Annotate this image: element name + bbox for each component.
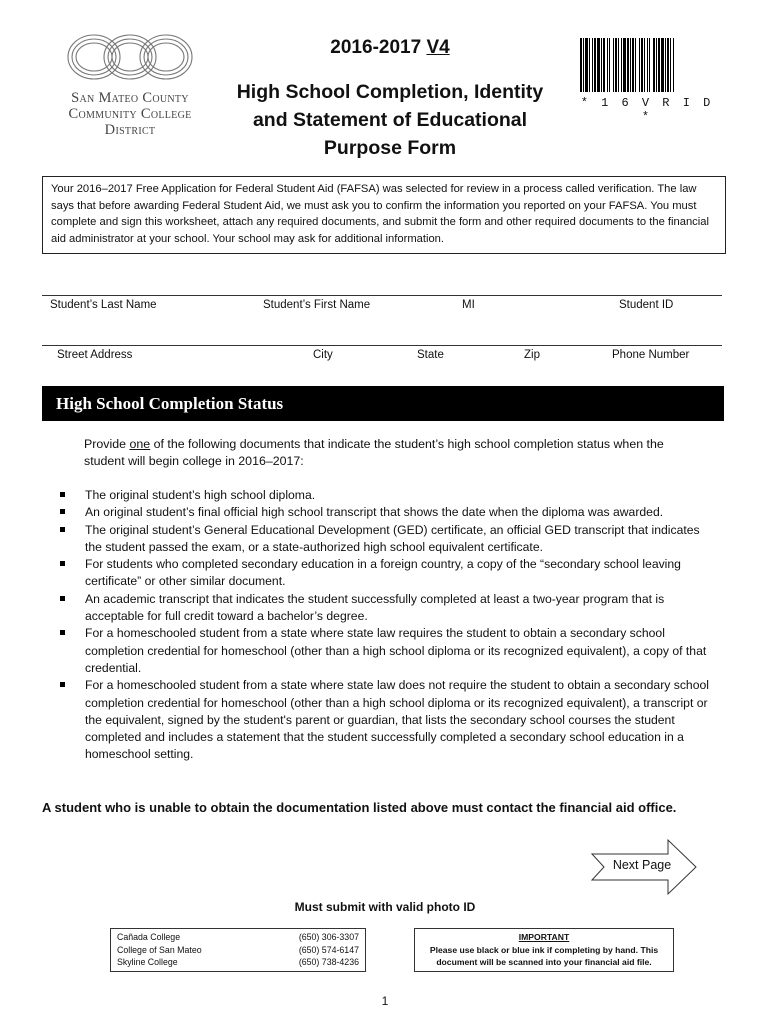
instructions-paragraph — [84, 436, 704, 470]
contact-row — [117, 956, 359, 969]
list-item-text: An original student’s final official high school transcript that shows the date when the diploma was awarded. — [85, 505, 664, 520]
barcode-bar — [597, 38, 600, 92]
first-name-label: Student’s First Name — [263, 299, 371, 311]
barcode-bar — [635, 38, 636, 92]
college-name: Cañada College — [117, 932, 181, 942]
title-year-line — [230, 36, 550, 60]
list-item-text: For a homeschooled student from a state where state law does not require the student to obtain a secondary school completion credential for homeschool (other than a high school diploma or its recognized equivalent), a transcript or the equivalent, signed by the student's parent or guardian, that lists the secondary school courses the student completed and includes a statement that the student successfully completed a secondary school education in a homeschool setting. — [85, 678, 709, 762]
city-label: City — [313, 349, 333, 361]
barcode-bar — [658, 38, 660, 92]
list-item — [60, 625, 710, 677]
barcode-bar — [621, 38, 622, 92]
contact-row — [117, 944, 359, 957]
student-id-label: Student ID — [619, 299, 674, 311]
para-before: Provide — [84, 437, 130, 451]
title-line-1: High School Completion, Identity — [236, 81, 544, 103]
para-underlined: one — [129, 437, 151, 451]
logo-line-1: San Mateo County — [71, 90, 189, 106]
mi-label: MI — [462, 299, 475, 311]
barcode-bar — [647, 38, 648, 92]
barcode-bar — [673, 38, 674, 92]
title-year: 2016-2017 — [330, 37, 422, 58]
title-line-3: Purpose Form — [323, 137, 457, 159]
last-name-label: Student’s Last Name — [50, 299, 157, 311]
bullet-icon — [60, 527, 65, 532]
street-label: Street Address — [57, 349, 133, 361]
college-phone: (650) 574-6147 — [298, 944, 359, 955]
state-label: State — [417, 349, 444, 361]
form-title — [230, 36, 550, 162]
bullet-icon — [60, 682, 65, 687]
barcode-bar — [649, 38, 650, 92]
field-rule-2 — [42, 345, 722, 346]
barcode-bar — [607, 38, 608, 92]
barcode-bar — [603, 38, 605, 92]
bullet-icon — [60, 630, 65, 635]
college-name: College of San Mateo — [117, 944, 202, 955]
college-contacts — [110, 928, 366, 972]
barcode-text: * 1 6 V R I D * — [580, 96, 714, 124]
list-item — [60, 522, 710, 557]
list-item-text: An academic transcript that indicates the student successfully completed at least a two-year program that is acceptable for full credit toward a bachelor’s degree. — [85, 591, 665, 624]
bullet-icon — [60, 596, 65, 601]
barcode-bar — [653, 38, 655, 92]
important-heading: IMPORTANT — [518, 932, 570, 942]
next-page-label: Next Page — [612, 858, 672, 872]
next-page-button[interactable] — [588, 838, 698, 896]
barcode-bar — [615, 38, 617, 92]
title-line-2: and Statement of Educational — [252, 109, 528, 131]
barcode-bar — [594, 38, 596, 92]
list-item — [60, 487, 710, 504]
barcode-bar — [627, 38, 629, 92]
field-rule-1 — [42, 295, 722, 296]
list-item — [60, 591, 710, 626]
list-item-text: The original student’s General Educational Development (GED) certificate, an official GED transcript that indicates the student passed the exam, or a state-authorized high school equivalent certificate. — [85, 522, 700, 554]
list-item — [60, 504, 710, 521]
phone-label: Phone Number — [612, 349, 690, 361]
barcode-bars — [578, 38, 716, 94]
para-after: of the following documents that indicate the student’s high school completion status when the student will begin college in 2016–2017: — [84, 437, 664, 469]
district-logo — [44, 30, 216, 138]
list-item-text: For students who completed secondary education in a foreign country, a copy of the “secondary school leaving certificate” or other similar document. — [85, 557, 681, 589]
important-line-1: Please use black or blue ink if completing by hand. This — [429, 944, 659, 955]
list-item-text: The original student’s high school diploma. — [85, 488, 316, 502]
barcode-bar — [641, 38, 643, 92]
submit-note: Must submit with valid photo ID — [294, 900, 476, 914]
barcode-bar — [632, 38, 634, 92]
barcode-bar — [665, 38, 666, 92]
list-item-text: For a homeschooled student from a state where state law requires the student to obtain a secondary school completion credential for homeschool (other than a high school diploma or its recognized equivalent), a copy of that credential. — [85, 626, 707, 675]
barcode-bar — [623, 38, 626, 92]
barcode-bar — [583, 38, 584, 92]
barcode-bar — [630, 38, 631, 92]
college-name: Skyline College — [117, 957, 178, 968]
warning-text: A student who is unable to obtain the documentation listed above must contact the financial aid office. — [42, 800, 677, 815]
section-header: High School Completion Status — [42, 386, 724, 421]
barcode-bar — [639, 38, 640, 92]
title-version: V4 — [426, 37, 450, 58]
zip-label: Zip — [524, 349, 540, 361]
barcode-bar — [589, 38, 590, 92]
barcode — [578, 38, 716, 124]
barcode-bar — [670, 38, 671, 92]
barcode-bar — [585, 38, 588, 92]
barcode-bar — [644, 38, 645, 92]
three-rings-logo-icon — [64, 30, 196, 86]
list-item — [60, 677, 710, 763]
bullet-icon — [60, 509, 65, 514]
barcode-bar — [592, 38, 593, 92]
important-notice — [414, 928, 674, 972]
college-phone: (650) 738-4236 — [298, 957, 359, 968]
document-list — [60, 487, 710, 764]
barcode-bar — [601, 38, 602, 92]
bullet-icon — [60, 492, 65, 497]
college-phone: (650) 306-3307 — [298, 932, 359, 942]
barcode-bar — [580, 38, 582, 92]
barcode-bar — [618, 38, 619, 92]
barcode-bar — [667, 38, 669, 92]
bullet-icon — [60, 561, 65, 566]
contact-row — [117, 931, 359, 944]
logo-line-2: Community College District — [68, 106, 192, 138]
barcode-bar — [656, 38, 657, 92]
important-line-2: document will be scanned into your financial aid file. — [436, 957, 652, 968]
title-main — [230, 78, 550, 162]
barcode-bar — [661, 38, 664, 92]
barcode-bar — [609, 38, 610, 92]
page-number: 1 — [381, 994, 389, 1008]
barcode-bar — [613, 38, 614, 92]
intro-notice: Your 2016–2017 Free Application for Federal Student Aid (FAFSA) was selected for review in a process called verification. The law says that before awarding Federal Student Aid, we must ask you to confirm the information you reported on your FAFSA. You must complete and sign this worksheet, attach any required documents, and submit the form and other required documents to the financial aid administrator at your school. Your school may ask for additional information. — [42, 176, 726, 254]
list-item — [60, 556, 710, 591]
